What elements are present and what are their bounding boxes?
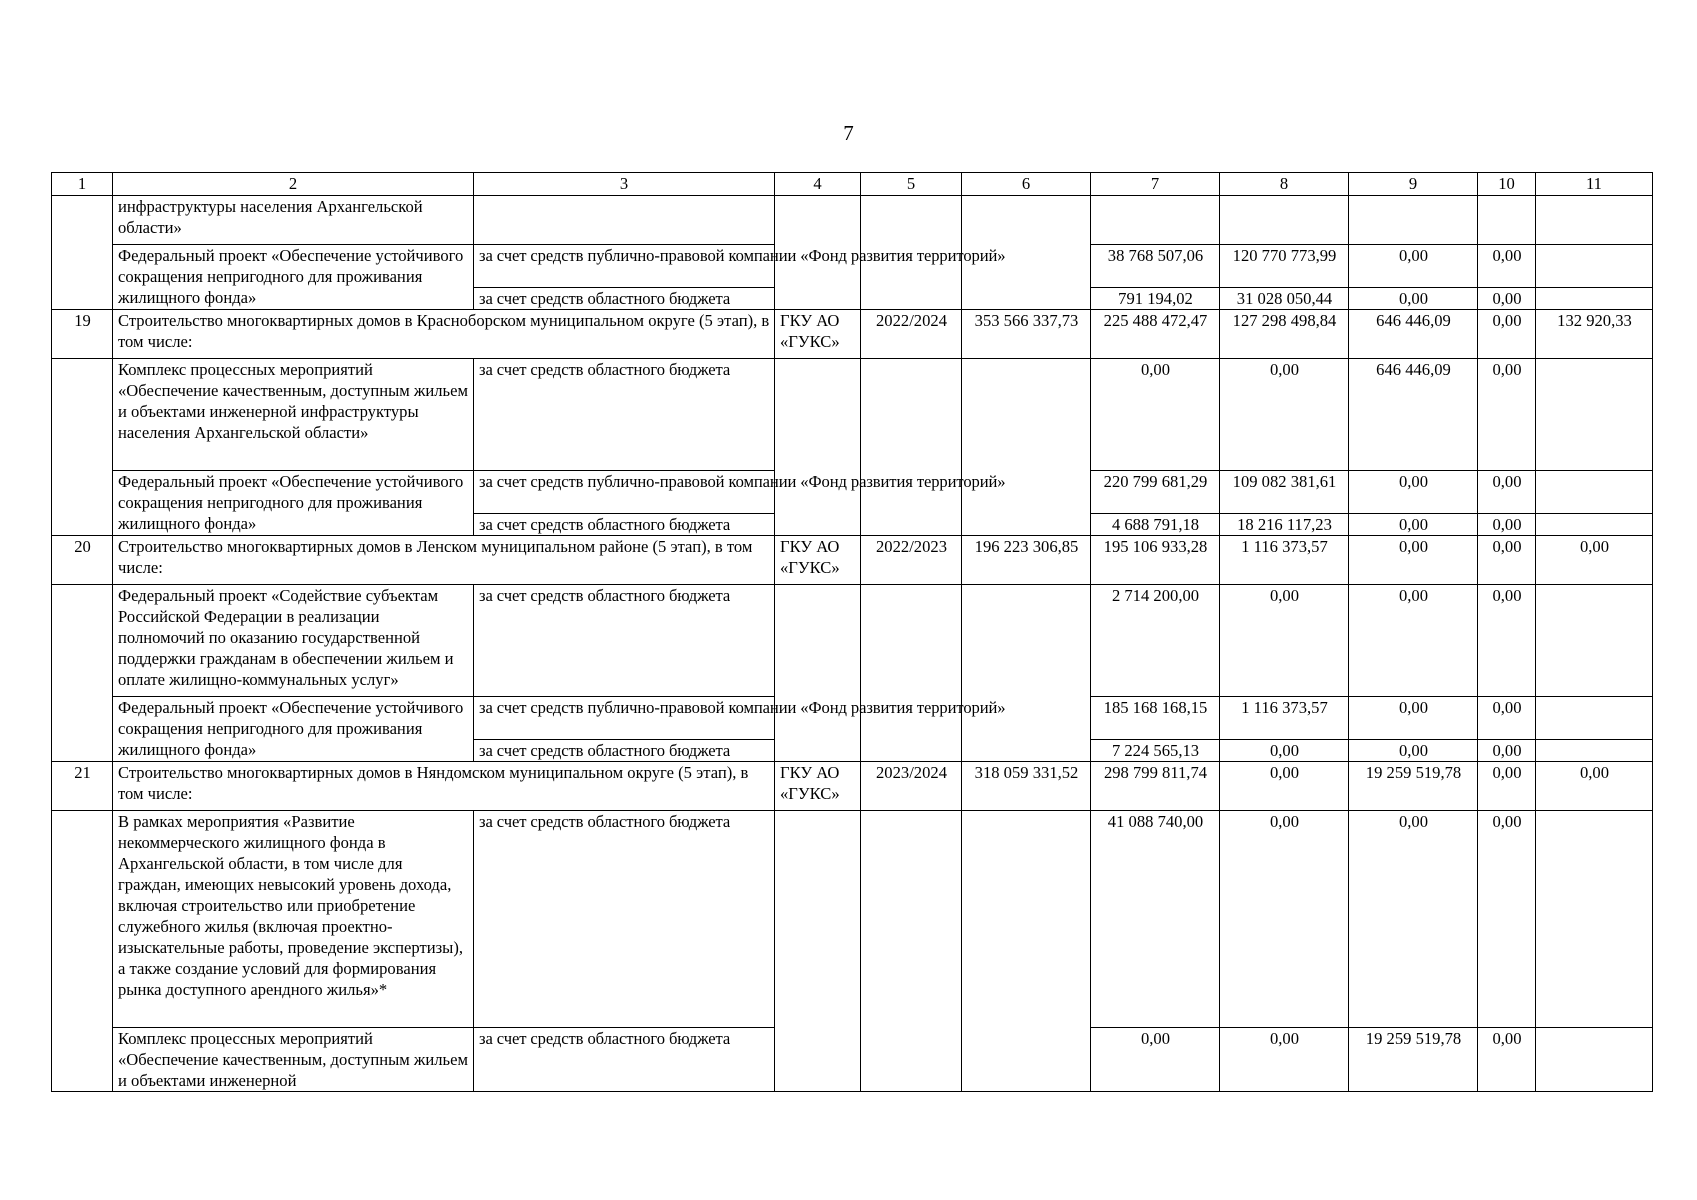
table-cell — [1536, 471, 1653, 514]
value-col9: 0,00 — [1349, 697, 1478, 740]
value-col7: 298 799 811,74 — [1091, 762, 1220, 811]
table-cell — [1536, 245, 1653, 288]
value-col10: 0,00 — [1478, 514, 1536, 536]
value-col10: 0,00 — [1478, 762, 1536, 811]
table-cell — [962, 359, 1091, 536]
funding-source: за счет средств публично-правовой компании «Фонд развития территорий» — [474, 471, 775, 514]
table-row-main — [52, 536, 1653, 585]
value-col10: 0,00 — [1478, 288, 1536, 310]
executor: ГКУ АО «ГУКС» — [775, 762, 861, 811]
funding-source: за счет средств публично-правовой компании «Фонд развития территорий» — [474, 245, 775, 288]
table-cell — [861, 359, 962, 536]
row-number: 21 — [52, 762, 113, 811]
table-row — [52, 811, 1653, 1028]
table-cell — [1536, 514, 1653, 536]
value-col9: 0,00 — [1349, 811, 1478, 1028]
table-row-main — [52, 762, 1653, 811]
value-col8: 31 028 050,44 — [1220, 288, 1349, 310]
value-col9: 0,00 — [1349, 245, 1478, 288]
table-cell — [1536, 359, 1653, 471]
row-number: 20 — [52, 536, 113, 585]
table-cell — [1091, 196, 1220, 245]
table-row — [52, 585, 1653, 697]
column-number-9: 9 — [1349, 173, 1478, 196]
table-cell — [775, 811, 861, 1092]
value-col6: 353 566 337,73 — [962, 310, 1091, 359]
page-number: 7 — [843, 121, 854, 145]
value-col8: 127 298 498,84 — [1220, 310, 1349, 359]
activity-description: инфраструктуры населения Архангельской области» — [113, 196, 474, 245]
value-col10: 0,00 — [1478, 245, 1536, 288]
value-col10: 0,00 — [1478, 740, 1536, 762]
value-col7: 791 194,02 — [1091, 288, 1220, 310]
table-cell — [861, 811, 962, 1092]
value-col7: 0,00 — [1091, 359, 1220, 471]
table-cell — [474, 196, 775, 245]
value-col10: 0,00 — [1478, 697, 1536, 740]
value-col7: 185 168 168,15 — [1091, 697, 1220, 740]
table-row-main — [52, 310, 1653, 359]
funding-source: за счет средств публично-правовой компании «Фонд развития территорий» — [474, 697, 775, 740]
table-cell — [962, 811, 1091, 1092]
value-col8: 1 116 373,57 — [1220, 697, 1349, 740]
value-col11: 132 920,33 — [1536, 310, 1653, 359]
value-col8: 109 082 381,61 — [1220, 471, 1349, 514]
column-number-4: 4 — [775, 173, 861, 196]
column-number-6: 6 — [962, 173, 1091, 196]
funding-source: за счет средств областного бюджета — [474, 740, 775, 762]
funding-source: за счет средств областного бюджета — [474, 359, 775, 471]
funding-table — [51, 172, 1653, 1092]
value-col9: 0,00 — [1349, 288, 1478, 310]
period: 2022/2023 — [861, 536, 962, 585]
table-cell — [52, 196, 113, 310]
value-col7: 195 106 933,28 — [1091, 536, 1220, 585]
table-cell — [1536, 811, 1653, 1028]
value-col8: 0,00 — [1220, 811, 1349, 1028]
table-header-row — [52, 173, 1653, 196]
value-col7: 38 768 507,06 — [1091, 245, 1220, 288]
value-col8: 120 770 773,99 — [1220, 245, 1349, 288]
table-cell — [861, 585, 962, 762]
period: 2023/2024 — [861, 762, 962, 811]
funding-source: за счет средств областного бюджета — [474, 585, 775, 697]
table-cell — [1536, 585, 1653, 697]
value-col7: 41 088 740,00 — [1091, 811, 1220, 1028]
funding-source: за счет средств областного бюджета — [474, 288, 775, 310]
table-row — [52, 359, 1653, 471]
column-number-7: 7 — [1091, 173, 1220, 196]
table-cell — [775, 585, 861, 762]
value-col8: 0,00 — [1220, 359, 1349, 471]
activity-description: Комплекс процессных мероприятий «Обеспечение качественным, доступным жильем и объектами инженерной — [113, 1028, 474, 1092]
value-col11: 0,00 — [1536, 762, 1653, 811]
executor: ГКУ АО «ГУКС» — [775, 310, 861, 359]
value-col7: 225 488 472,47 — [1091, 310, 1220, 359]
value-col7: 2 714 200,00 — [1091, 585, 1220, 697]
value-col10: 0,00 — [1478, 359, 1536, 471]
column-number-10: 10 — [1478, 173, 1536, 196]
table-cell — [1349, 196, 1478, 245]
value-col10: 0,00 — [1478, 471, 1536, 514]
period: 2022/2024 — [861, 310, 962, 359]
value-col8: 0,00 — [1220, 762, 1349, 811]
table-cell — [52, 359, 113, 536]
value-col10: 0,00 — [1478, 536, 1536, 585]
table-cell — [775, 359, 861, 536]
value-col10: 0,00 — [1478, 310, 1536, 359]
table-cell — [1536, 196, 1653, 245]
value-col9: 0,00 — [1349, 471, 1478, 514]
value-col8: 18 216 117,23 — [1220, 514, 1349, 536]
object-description: Строительство многоквартирных домов в Ленском муниципальном районе (5 этап), в том числе: — [113, 536, 775, 585]
activity-description: Федеральный проект «Обеспечение устойчивого сокращения непригодного для проживания жилищного фонда» — [113, 697, 474, 762]
table-cell — [1536, 288, 1653, 310]
value-col9: 646 446,09 — [1349, 359, 1478, 471]
table-cell — [962, 585, 1091, 762]
funding-source: за счет средств областного бюджета — [474, 1028, 775, 1092]
column-number-5: 5 — [861, 173, 962, 196]
value-col9: 0,00 — [1349, 514, 1478, 536]
funding-source: за счет средств областного бюджета — [474, 811, 775, 1028]
value-col8: 0,00 — [1220, 740, 1349, 762]
column-number-2: 2 — [113, 173, 474, 196]
table-cell — [1536, 1028, 1653, 1092]
activity-description: Федеральный проект «Обеспечение устойчивого сокращения непригодного для проживания жилищного фонда» — [113, 245, 474, 310]
activity-description: Федеральный проект «Содействие субъектам Российской Федерации в реализации полномочий по оказанию государственной поддержки гражданам в обеспечении жильем и оплате жилищно-коммунальных услуг» — [113, 585, 474, 697]
value-col9: 0,00 — [1349, 740, 1478, 762]
table-cell — [1536, 740, 1653, 762]
value-col11: 0,00 — [1536, 536, 1653, 585]
value-col7: 0,00 — [1091, 1028, 1220, 1092]
column-number-8: 8 — [1220, 173, 1349, 196]
table-cell — [1478, 196, 1536, 245]
activity-description: В рамках мероприятия «Развитие некоммерческого жилищного фонда в Архангельской области, в том числе для граждан, имеющих невысокий уровень дохода, включая строительство или приобретение служебного жилья (включая проектно-изыскательные работы, проведение экспертизы), а также создание условий для формирования рынка доступного арендного жилья»* — [113, 811, 474, 1028]
value-col7: 4 688 791,18 — [1091, 514, 1220, 536]
table-cell — [1220, 196, 1349, 245]
value-col9: 646 446,09 — [1349, 310, 1478, 359]
table-cell — [1536, 697, 1653, 740]
column-number-11: 11 — [1536, 173, 1653, 196]
value-col10: 0,00 — [1478, 811, 1536, 1028]
activity-description: Комплекс процессных мероприятий «Обеспечение качественным, доступным жильем и объектами инженерной инфраструктуры населения Архангельской области» — [113, 359, 474, 471]
value-col7: 220 799 681,29 — [1091, 471, 1220, 514]
value-col6: 318 059 331,52 — [962, 762, 1091, 811]
object-description: Строительство многоквартирных домов в Красноборском муниципальном округе (5 этап), в том числе: — [113, 310, 775, 359]
value-col6: 196 223 306,85 — [962, 536, 1091, 585]
row-number: 19 — [52, 310, 113, 359]
value-col9: 19 259 519,78 — [1349, 762, 1478, 811]
column-number-3: 3 — [474, 173, 775, 196]
value-col8: 0,00 — [1220, 1028, 1349, 1092]
value-col7: 7 224 565,13 — [1091, 740, 1220, 762]
value-col9: 19 259 519,78 — [1349, 1028, 1478, 1092]
executor: ГКУ АО «ГУКС» — [775, 536, 861, 585]
activity-description: Федеральный проект «Обеспечение устойчивого сокращения непригодного для проживания жилищного фонда» — [113, 471, 474, 536]
value-col9: 0,00 — [1349, 585, 1478, 697]
column-number-1: 1 — [52, 173, 113, 196]
table-cell — [52, 811, 113, 1092]
value-col10: 0,00 — [1478, 1028, 1536, 1092]
funding-source: за счет средств областного бюджета — [474, 514, 775, 536]
table-row — [52, 196, 1653, 245]
value-col8: 1 116 373,57 — [1220, 536, 1349, 585]
value-col10: 0,00 — [1478, 585, 1536, 697]
value-col8: 0,00 — [1220, 585, 1349, 697]
value-col9: 0,00 — [1349, 536, 1478, 585]
object-description: Строительство многоквартирных домов в Няндомском муниципальном округе (5 этап), в том числе: — [113, 762, 775, 811]
table-cell — [52, 585, 113, 762]
